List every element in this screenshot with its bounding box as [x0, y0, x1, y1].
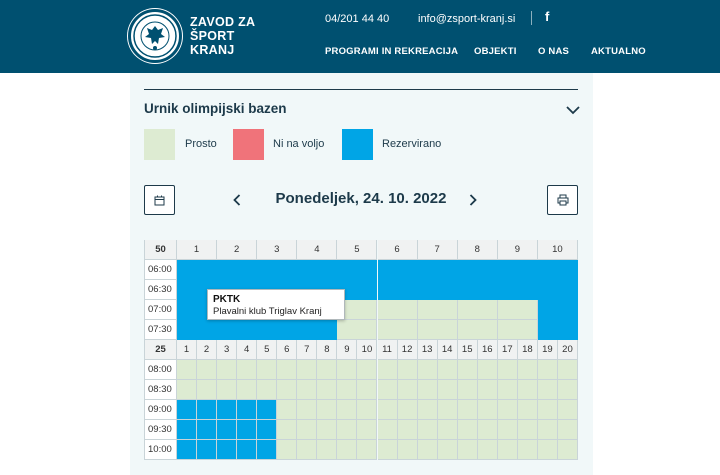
- brand-name[interactable]: [190, 15, 255, 57]
- time-slot-row: [144, 260, 578, 280]
- calendar-icon: [154, 195, 165, 206]
- slot-free[interactable]: [498, 440, 518, 460]
- lane-header-row: [144, 340, 578, 360]
- slot-free[interactable]: [438, 400, 458, 420]
- slot-free[interactable]: [357, 360, 377, 380]
- slot-free[interactable]: [558, 440, 578, 460]
- lane-number: 2: [197, 340, 217, 360]
- current-date: Ponedeljek, 24. 10. 2022: [275, 190, 447, 207]
- slot-reserved[interactable]: [197, 420, 217, 440]
- time-label: 06:30: [144, 280, 177, 300]
- slot-free[interactable]: [297, 440, 317, 460]
- lane-number: 8: [317, 340, 337, 360]
- slot-free[interactable]: [398, 420, 418, 440]
- slot-reserved[interactable]: [418, 280, 458, 300]
- nav-aktualno[interactable]: AKTUALNO: [591, 46, 646, 57]
- slot-reserved[interactable]: [177, 420, 197, 440]
- lane-number: 6: [378, 240, 418, 260]
- slot-free[interactable]: [398, 380, 418, 400]
- slot-free[interactable]: [498, 300, 538, 320]
- lane-number: 10: [357, 340, 377, 360]
- slot-free[interactable]: [478, 440, 498, 460]
- legend-label-free: Prosto: [185, 138, 217, 150]
- lane-number: 19: [538, 340, 558, 360]
- slot-free[interactable]: [478, 360, 498, 380]
- slot-free[interactable]: [378, 300, 418, 320]
- slot-free[interactable]: [378, 380, 398, 400]
- legend-swatch-reserved: [342, 129, 373, 160]
- slot-reserved[interactable]: [538, 320, 578, 340]
- slot-free[interactable]: [317, 360, 337, 380]
- slot-reserved[interactable]: [538, 300, 578, 320]
- slot-free[interactable]: [297, 380, 317, 400]
- slot-free[interactable]: [418, 320, 458, 340]
- slot-free[interactable]: [317, 420, 337, 440]
- eagle-emblem-icon: [132, 13, 178, 59]
- nav-o-nas[interactable]: O NAS: [538, 46, 570, 57]
- slot-free[interactable]: [337, 420, 357, 440]
- lane-number: 16: [478, 340, 498, 360]
- slot-free[interactable]: [498, 420, 518, 440]
- lane-number: 7: [297, 340, 317, 360]
- slot-reserved[interactable]: [297, 320, 337, 340]
- slot-free[interactable]: [498, 380, 518, 400]
- slot-free[interactable]: [197, 360, 217, 380]
- slot-free[interactable]: [197, 380, 217, 400]
- lane-number: 6: [277, 340, 297, 360]
- slot-free[interactable]: [277, 420, 297, 440]
- next-day-button[interactable]: [463, 190, 483, 210]
- time-label: 06:00: [144, 260, 177, 280]
- legend-swatch-free: [144, 129, 175, 160]
- email-link[interactable]: info@zsport-kranj.si: [418, 13, 516, 25]
- slot-free[interactable]: [438, 380, 458, 400]
- slot-reserved[interactable]: [257, 400, 277, 420]
- brand-line: ZAVOD ZA: [190, 15, 256, 29]
- slot-free[interactable]: [518, 400, 538, 420]
- slot-free[interactable]: [558, 360, 578, 380]
- lane-header-row: [144, 240, 578, 260]
- slot-free[interactable]: [378, 360, 398, 380]
- slot-reserved[interactable]: [297, 260, 337, 280]
- slot-free[interactable]: [518, 440, 538, 460]
- slot-free[interactable]: [418, 300, 458, 320]
- slot-free[interactable]: [297, 420, 317, 440]
- slot-free[interactable]: [498, 400, 518, 420]
- brand-line: KRANJ: [190, 43, 235, 57]
- slot-reserved[interactable]: [177, 400, 197, 420]
- slot-free[interactable]: [478, 380, 498, 400]
- slot-free[interactable]: [478, 420, 498, 440]
- lane-number: 14: [438, 340, 458, 360]
- slot-free[interactable]: [217, 360, 237, 380]
- slot-free[interactable]: [478, 400, 498, 420]
- pool-size-label: 25: [144, 340, 177, 360]
- slot-free[interactable]: [357, 440, 377, 460]
- slot-free[interactable]: [177, 360, 197, 380]
- slot-free[interactable]: [438, 440, 458, 460]
- lane-number: 8: [458, 240, 498, 260]
- slot-free[interactable]: [538, 400, 558, 420]
- header-divider: [531, 11, 532, 25]
- slot-reserved[interactable]: [538, 260, 578, 280]
- slot-free[interactable]: [297, 400, 317, 420]
- lane-number: 2: [217, 240, 257, 260]
- lane-number: 5: [257, 340, 277, 360]
- slot-free[interactable]: [458, 320, 498, 340]
- calendar-button[interactable]: [144, 185, 175, 215]
- lane-number: 3: [257, 240, 297, 260]
- slot-free[interactable]: [357, 380, 377, 400]
- slot-reserved[interactable]: [378, 280, 418, 300]
- print-button[interactable]: [547, 185, 578, 215]
- lane-number: 1: [177, 340, 197, 360]
- lane-number: 3: [217, 340, 237, 360]
- slot-reserved[interactable]: [217, 440, 237, 460]
- slot-free[interactable]: [378, 400, 398, 420]
- site-header: [0, 0, 720, 73]
- lane-number: 1: [177, 240, 217, 260]
- phone-link[interactable]: 04/201 44 40: [325, 13, 390, 25]
- slot-reserved[interactable]: [337, 260, 377, 280]
- slot-free[interactable]: [418, 420, 438, 440]
- lane-number: 5: [337, 240, 377, 260]
- slot-free[interactable]: [458, 380, 478, 400]
- slot-free[interactable]: [277, 400, 297, 420]
- facebook-icon[interactable]: f: [545, 9, 550, 24]
- slot-free[interactable]: [558, 420, 578, 440]
- slot-reserved[interactable]: [237, 400, 257, 420]
- slot-free[interactable]: [538, 420, 558, 440]
- slot-reserved[interactable]: [257, 320, 297, 340]
- slot-reserved[interactable]: [378, 260, 418, 280]
- slot-free[interactable]: [277, 360, 297, 380]
- slot-free[interactable]: [257, 380, 277, 400]
- pool-size-label: 50: [144, 240, 177, 260]
- slot-free[interactable]: [378, 320, 418, 340]
- slot-free[interactable]: [357, 420, 377, 440]
- reservation-tooltip: [207, 289, 345, 320]
- slot-free[interactable]: [458, 440, 478, 460]
- chevron-down-icon[interactable]: [566, 105, 580, 115]
- slot-free[interactable]: [337, 360, 357, 380]
- nav-objekti[interactable]: OBJEKTI: [474, 46, 517, 57]
- slot-free[interactable]: [398, 440, 418, 460]
- slot-free[interactable]: [558, 380, 578, 400]
- slot-free[interactable]: [257, 360, 277, 380]
- slot-reserved[interactable]: [257, 420, 277, 440]
- time-label: 08:00: [144, 360, 177, 380]
- slot-free[interactable]: [357, 400, 377, 420]
- lane-number: 10: [538, 240, 578, 260]
- slot-free[interactable]: [277, 380, 297, 400]
- slot-free[interactable]: [458, 300, 498, 320]
- slot-reserved[interactable]: [458, 260, 498, 280]
- slot-reserved[interactable]: [237, 440, 257, 460]
- slot-free[interactable]: [177, 380, 197, 400]
- lane-number: 12: [398, 340, 418, 360]
- slot-free[interactable]: [398, 400, 418, 420]
- slot-free[interactable]: [337, 320, 377, 340]
- slot-free[interactable]: [317, 440, 337, 460]
- lane-number: 18: [518, 340, 538, 360]
- chevron-right-icon: [469, 194, 477, 206]
- time-slot-row: [144, 380, 578, 400]
- slot-reserved[interactable]: [217, 320, 257, 340]
- slot-reserved[interactable]: [257, 440, 277, 460]
- slot-reserved[interactable]: [498, 260, 538, 280]
- tooltip-title: PKTK: [213, 294, 241, 305]
- time-label: 07:30: [144, 320, 177, 340]
- slot-free[interactable]: [498, 360, 518, 380]
- printer-icon: [557, 194, 569, 206]
- slot-reserved[interactable]: [177, 260, 217, 280]
- slot-free[interactable]: [418, 360, 438, 380]
- slot-reserved[interactable]: [197, 400, 217, 420]
- time-label: 09:00: [144, 400, 177, 420]
- accordion-divider: [144, 89, 578, 90]
- slot-reserved[interactable]: [177, 440, 197, 460]
- slot-free[interactable]: [458, 420, 478, 440]
- slot-free[interactable]: [518, 420, 538, 440]
- slot-free[interactable]: [337, 400, 357, 420]
- slot-free[interactable]: [317, 400, 337, 420]
- slot-free[interactable]: [237, 380, 257, 400]
- slot-free[interactable]: [398, 360, 418, 380]
- time-slot-row: [144, 420, 578, 440]
- lane-number: 17: [498, 340, 518, 360]
- brand-line: ŠPORT: [190, 29, 235, 43]
- lane-number: 11: [378, 340, 398, 360]
- slot-free[interactable]: [438, 420, 458, 440]
- time-slot-row: [144, 320, 578, 340]
- previous-day-button[interactable]: [227, 190, 247, 210]
- slot-free[interactable]: [217, 380, 237, 400]
- slot-free[interactable]: [538, 380, 558, 400]
- slot-free[interactable]: [438, 360, 458, 380]
- legend-label-unavailable: Ni na voljo: [273, 138, 325, 150]
- slot-reserved[interactable]: [217, 400, 237, 420]
- slot-reserved[interactable]: [237, 420, 257, 440]
- time-label: 09:30: [144, 420, 177, 440]
- lane-number: 15: [458, 340, 478, 360]
- slot-free[interactable]: [378, 420, 398, 440]
- lane-number: 7: [418, 240, 458, 260]
- slot-free[interactable]: [498, 320, 538, 340]
- slot-free[interactable]: [337, 380, 357, 400]
- lane-number: 4: [297, 240, 337, 260]
- slot-free[interactable]: [378, 440, 398, 460]
- time-slot-row: [144, 360, 578, 380]
- slot-free[interactable]: [418, 380, 438, 400]
- time-slot-row: [144, 440, 578, 460]
- logo[interactable]: [128, 9, 182, 63]
- slot-free[interactable]: [297, 360, 317, 380]
- time-label: 10:00: [144, 440, 177, 460]
- legend-swatch-unavailable: [233, 129, 264, 160]
- slot-free[interactable]: [538, 440, 558, 460]
- slot-reserved[interactable]: [538, 280, 578, 300]
- slot-reserved[interactable]: [217, 260, 257, 280]
- slot-reserved[interactable]: [197, 440, 217, 460]
- slot-free[interactable]: [458, 360, 478, 380]
- slot-reserved[interactable]: [498, 280, 538, 300]
- slot-reserved[interactable]: [217, 420, 237, 440]
- lane-number: 20: [558, 340, 578, 360]
- time-label: 08:30: [144, 380, 177, 400]
- slot-reserved[interactable]: [257, 260, 297, 280]
- time-slot-row: [144, 400, 578, 420]
- slot-free[interactable]: [538, 360, 558, 380]
- slot-free[interactable]: [317, 380, 337, 400]
- slot-free[interactable]: [277, 440, 297, 460]
- slot-free[interactable]: [458, 400, 478, 420]
- slot-reserved[interactable]: [458, 280, 498, 300]
- slot-free[interactable]: [518, 360, 538, 380]
- slot-free[interactable]: [337, 440, 357, 460]
- lane-number: 9: [498, 240, 538, 260]
- slot-free[interactable]: [558, 400, 578, 420]
- slot-free[interactable]: [418, 440, 438, 460]
- slot-free[interactable]: [518, 380, 538, 400]
- lane-number: 4: [237, 340, 257, 360]
- tooltip-subtitle: Plavalni klub Triglav Kranj: [213, 306, 322, 317]
- legend-label-reserved: Rezervirano: [382, 138, 442, 150]
- accordion-title[interactable]: Urnik olimpijski bazen: [144, 101, 287, 116]
- nav-programi[interactable]: PROGRAMI IN REKREACIJA: [325, 46, 459, 57]
- time-label: 07:00: [144, 300, 177, 320]
- lane-number: 9: [337, 340, 357, 360]
- slot-free[interactable]: [418, 400, 438, 420]
- slot-reserved[interactable]: [418, 260, 458, 280]
- slot-reserved[interactable]: [177, 320, 217, 340]
- chevron-left-icon: [233, 194, 241, 206]
- lane-number: 13: [418, 340, 438, 360]
- slot-free[interactable]: [237, 360, 257, 380]
